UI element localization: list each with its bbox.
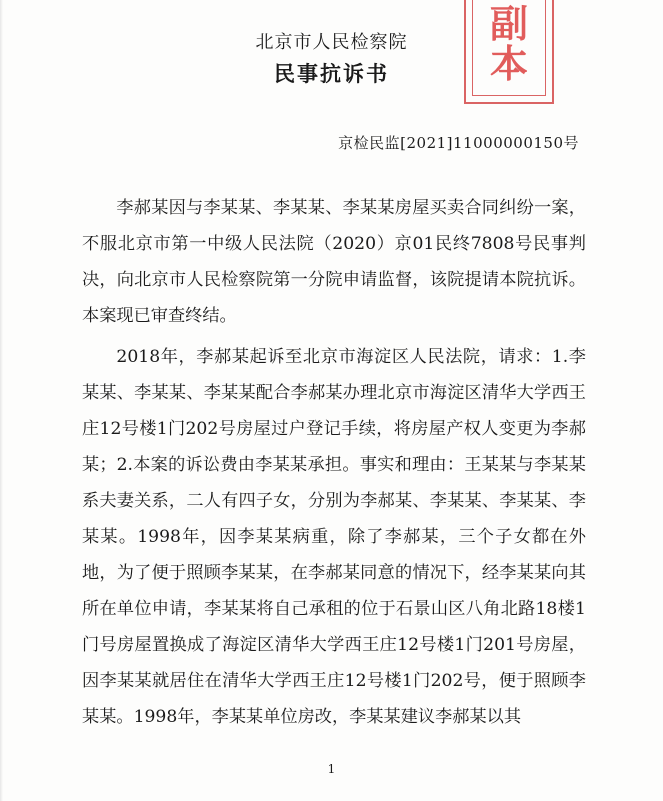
stamp-char-bottom: 本	[489, 41, 528, 86]
stamp-char-top: 副	[489, 1, 528, 46]
document-title: 民事抗诉书	[274, 62, 389, 86]
page-number: 1	[327, 762, 336, 776]
office-name: 北京市人民检察院	[255, 32, 408, 53]
document-number: 京检民监[2021]11000000150号	[338, 134, 579, 152]
paragraph: 2018年，李郝某起诉至北京市海淀区人民法院，请求：1.李某某、李某某、李某某配合李郝某办理北京市海淀区清华大学西王庄12号楼1门202号房屋过户登记手续，将房屋产权人变更为李郝某；2.本案的诉讼费由李某某承担。事实和理由：王某某与李某某系夫妻关系，二人有四子女，分别为李郝某、李某某、李某某、李某某。1998年，因李某某病重，除了李郝某，三个子女都在外地，为了便于照顾李某某，在李郝某同意的情况下，经李某某向其所在单位申请，李某某将自己承租的位于石景山区八角北路18楼1门号房屋置换成了海淀区清华大学西王庄12号楼1门201号房屋，因李某某就居住在清华大学西王庄12号楼1门202号，便于照顾李某某。1998年，李某某单位房改，李某某建议李郝某以其	[82, 347, 586, 727]
body-text	[82, 190, 586, 740]
scan-edge	[0, 0, 3, 801]
paragraph: 李郝某因与李某某、李某某、李某某房屋买卖合同纠纷一案，不服北京市第一中级人民法院（2020）京01民终7808号民事判决，向北京市人民检察院第一分院申请监督，该院提请本院抗诉。本案现已审查终结。	[82, 198, 586, 326]
